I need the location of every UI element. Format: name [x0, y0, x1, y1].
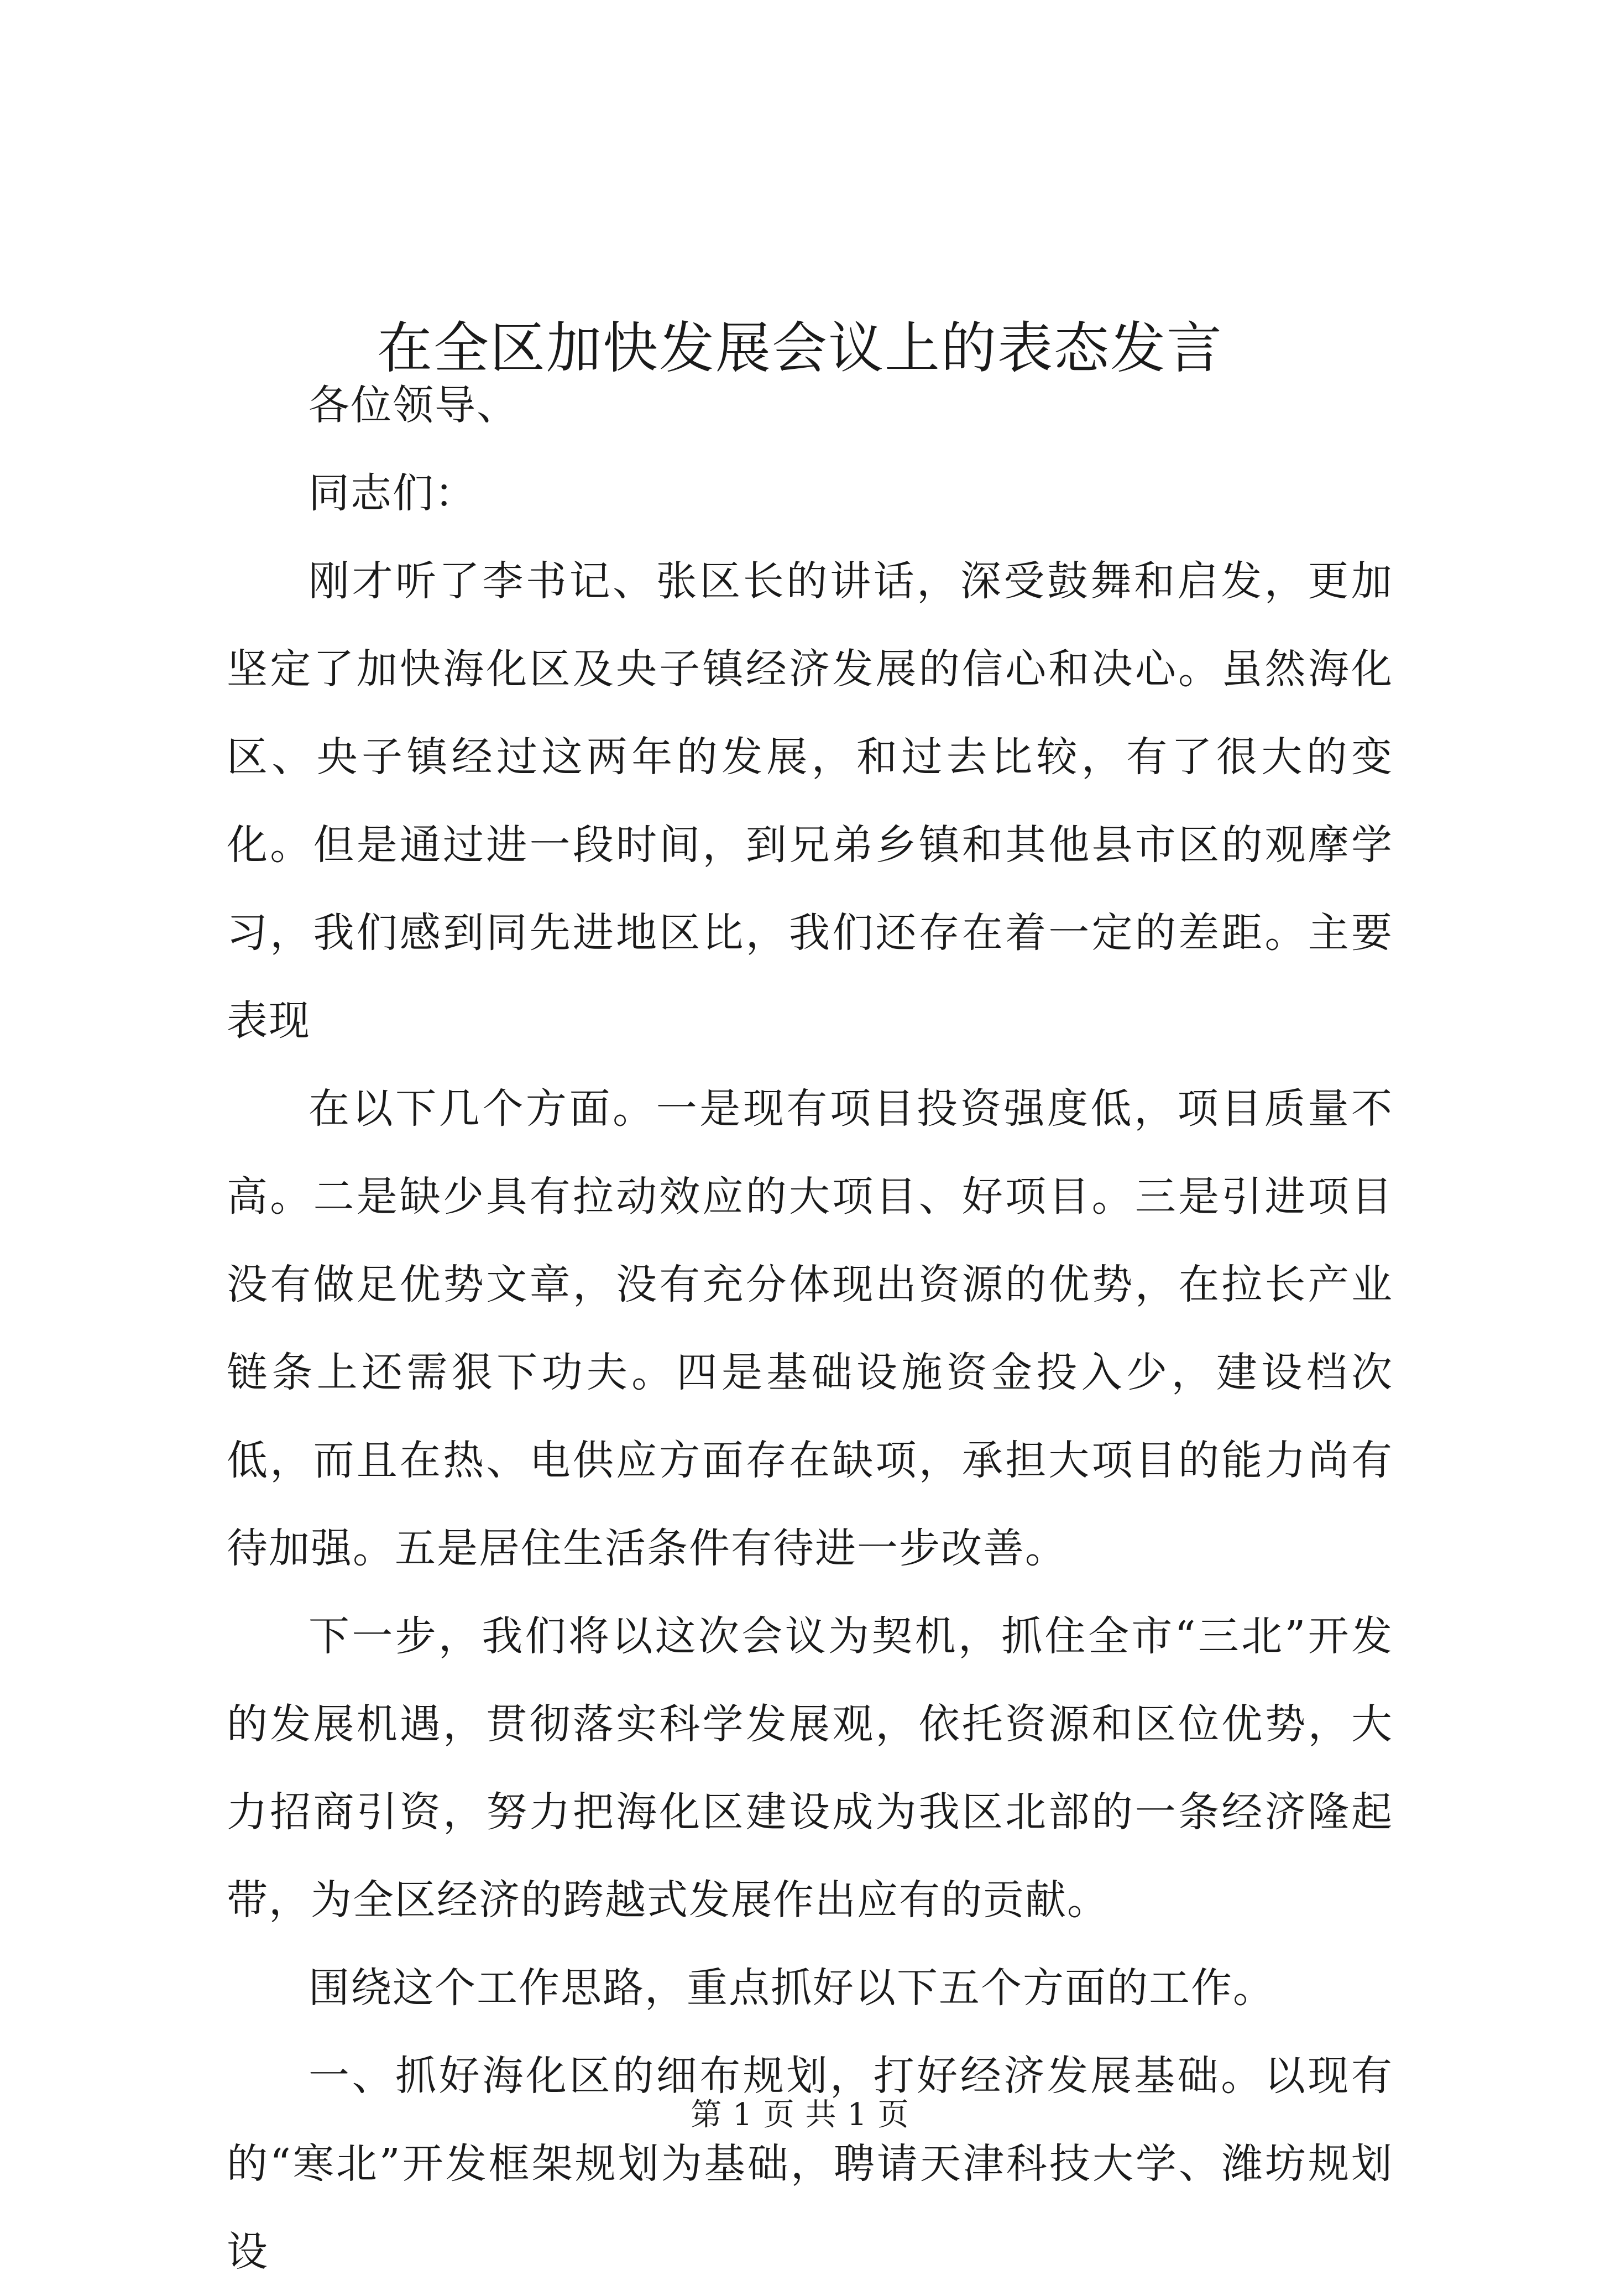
paragraph-salutation-1: 各位领导、 — [309, 382, 519, 429]
paragraph: 在以下几个方面。一是现有项目投资强度低，项目质量不高。二是缺少具有拉动效应的大项目、好项目。三是引进项目没有做足优势文章，没有充分体现出资源的优势，在拉长产业链条上还需狠下功夫。四是基础设施资金投入少，建设档次低，而且在热、电供应方面存在缺项，承担大项目的能力尚有待加强。五是居住生活条件有待进一步改善。 — [227, 1085, 1393, 1572]
paragraph: 刚才听了李书记、张区长的讲话，深受鼓舞和启发，更加坚定了加快海化区及央子镇经济发展的信心和决心。虽然海化区、央子镇经过这两年的发展，和过去比较，有了很大的变化。但是通过进一段时间，到兄弟乡镇和其他县市区的观摩学习，我们感到同先进地区比，我们还存在着一定的差距。主要表现 — [227, 557, 1393, 1045]
paragraph: 下一步，我们将以这次会议为契机，抓住全市“三北”开发的发展机遇，贯彻落实科学发展观，依托资源和区位优势，大力招商引资，努力把海化区建设成为我区北部的一条经济隆起带，为全区经济的跨越式发展作出应有的贡献。 — [227, 1613, 1393, 1924]
paragraph: 围绕这个工作思路，重点抓好以下五个方面的工作。 — [309, 1964, 1275, 2012]
paragraph-salutation-2: 同志们： — [309, 469, 477, 517]
page-footer: 第 1 页 共 1 页 — [691, 2097, 909, 2133]
document-title: 在全区加快发展会议上的表态发言 — [377, 316, 1223, 380]
document-body — [227, 362, 1393, 2296]
paragraph: 一、抓好海化区的细布规划，打好经济发展基础。以现有的“寒北”开发框架规划为基础，聘请天津科技大学、潍坊规划设 — [227, 2052, 1393, 2276]
